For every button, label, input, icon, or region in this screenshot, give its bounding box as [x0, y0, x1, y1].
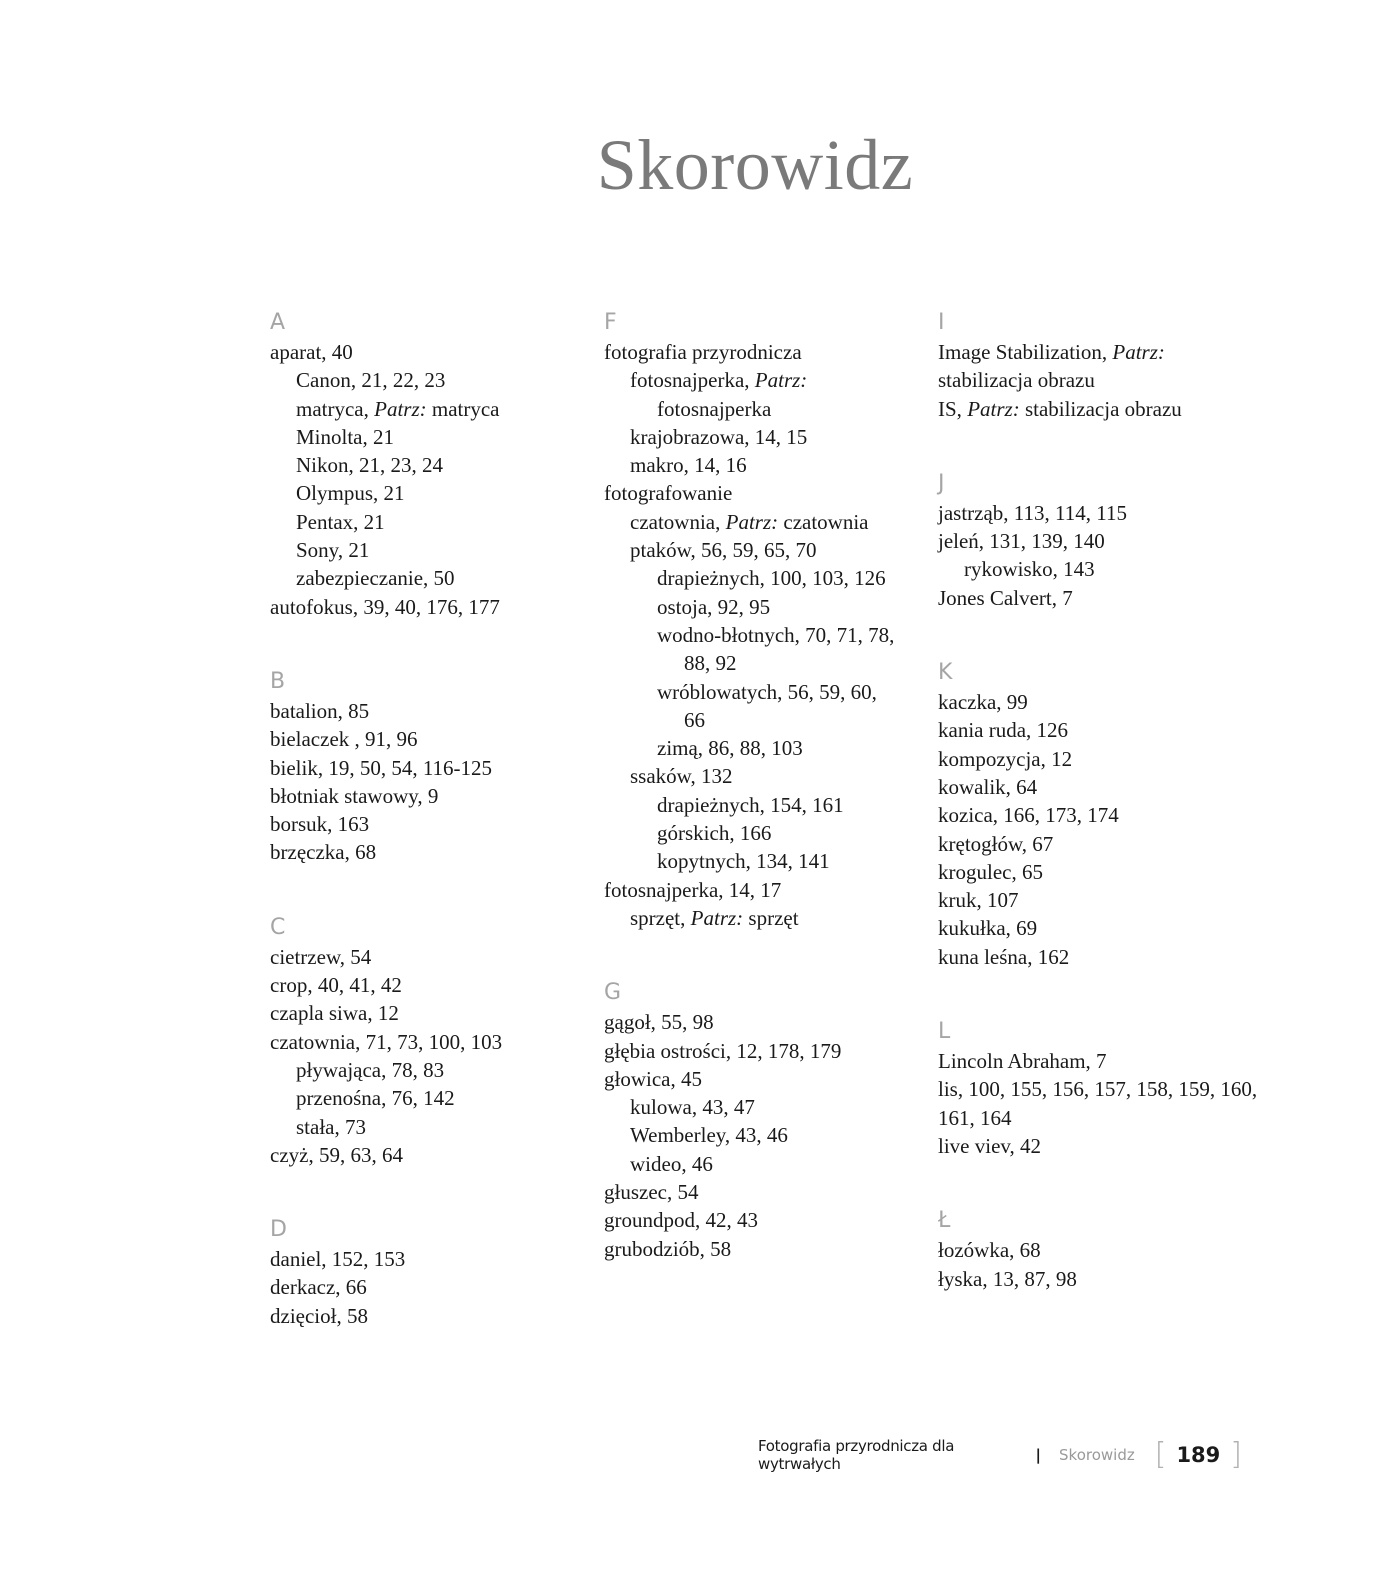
index-column-3: [938, 308, 1258, 1339]
index-entry: [604, 479, 924, 507]
index-subentry: [604, 1121, 924, 1149]
index-subentry: [270, 366, 590, 394]
index-entry: [604, 876, 924, 904]
entry-text: drapieżnych, 100, 103, 126: [657, 566, 886, 591]
entry-text: makro, 14, 16: [630, 453, 747, 478]
index-subentry: [270, 564, 590, 592]
entry-text: bielik, 19, 50, 54, 116-125: [270, 755, 493, 780]
index-subentry: [270, 536, 590, 564]
index-entry: [604, 1008, 924, 1036]
index-subentry: [604, 678, 924, 706]
index-entry: [270, 593, 590, 621]
entry-text: live viev, 42: [938, 1133, 1042, 1158]
index-subentry: [604, 593, 924, 621]
index-entry: [604, 1206, 924, 1234]
entry-text: ssaków, 132: [630, 764, 733, 789]
index-entry: [938, 338, 1258, 366]
index-entry: [604, 338, 924, 366]
index-entry: [938, 830, 1258, 858]
cross-reference-marker: Patrz:: [374, 396, 427, 421]
entry-text: łyska, 13, 87, 98: [938, 1266, 1077, 1291]
index-entry: [270, 754, 590, 782]
section-letter: K: [938, 660, 953, 686]
index-section: [604, 308, 924, 932]
entry-text: sprzęt,: [630, 905, 691, 930]
entry-text: 88, 92: [684, 651, 737, 676]
index-entry: [938, 886, 1258, 914]
section-letter: B: [270, 668, 286, 694]
entry-text: groundpod, 42, 43: [604, 1208, 758, 1233]
index-entry: [938, 1075, 1258, 1103]
page-number-bracket-open: [: [1154, 1437, 1167, 1472]
index-subentry: [604, 366, 924, 394]
entry-text: błotniak stawowy, 9: [270, 783, 439, 808]
entry-text: Jones Calvert, 7: [938, 585, 1073, 610]
index-section: [938, 658, 1258, 971]
entry-text: aparat, 40: [270, 340, 353, 364]
index-column-2: [604, 308, 924, 1309]
index-entry: [270, 810, 590, 838]
entry-text: głuszec, 54: [604, 1180, 699, 1205]
entry-text: rykowisko, 143: [964, 557, 1095, 582]
footer-book-title: Fotografia przyrodnicza dla wytrwałych: [758, 1437, 955, 1473]
entry-text: fotografowanie: [604, 481, 733, 506]
entry-text: ptaków, 56, 59, 65, 70: [630, 538, 817, 563]
section-letter: G: [604, 980, 622, 1006]
index-entry: [270, 338, 590, 366]
index-subentry: [604, 1150, 924, 1178]
index-subentry: [604, 819, 924, 847]
index-entry: [938, 527, 1258, 555]
entry-text: stabilizacja obrazu: [938, 368, 1095, 393]
entry-text: krętogłów, 67: [938, 831, 1054, 856]
entry-text: głowica, 45: [604, 1066, 702, 1091]
entry-text: Pentax, 21: [296, 509, 385, 534]
entry-text: kopytnych, 134, 141: [657, 849, 830, 874]
index-entry: [938, 499, 1258, 527]
entry-text: zimą, 86, 88, 103: [657, 736, 803, 761]
entry-text: Sony, 21: [296, 538, 370, 563]
index-subentry: [604, 564, 924, 592]
index-entry: [938, 1236, 1258, 1264]
footer-chapter-name: Skorowidz: [1059, 1446, 1135, 1464]
index-subentry: [270, 395, 590, 423]
index-section: [938, 308, 1258, 423]
index-subentry: [604, 1093, 924, 1121]
index-entry: [938, 914, 1258, 942]
section-letter: J: [938, 470, 945, 496]
entry-text: ostoja, 92, 95: [657, 594, 771, 619]
section-letter: I: [938, 310, 945, 335]
index-entry: [270, 1245, 590, 1273]
entry-text: zabezpieczanie, 50: [296, 566, 455, 591]
entry-text: kaczka, 99: [938, 690, 1028, 715]
index-subentry: [604, 649, 924, 677]
index-subentry: [938, 555, 1258, 583]
index-entry: [938, 745, 1258, 773]
entry-text: daniel, 152, 153: [270, 1247, 406, 1272]
cross-reference-marker: Patrz:: [754, 368, 808, 393]
index-subentry: [604, 904, 924, 932]
index-entry: [604, 1235, 924, 1263]
entry-text: jastrząb, 113, 114, 115: [938, 500, 1127, 525]
entry-text: krajobrazowa, 14, 15: [630, 424, 808, 449]
index-entry: [938, 688, 1258, 716]
section-letter: D: [270, 1217, 287, 1243]
index-section: [270, 913, 590, 1169]
entry-text: kania ruda, 126: [938, 718, 1069, 743]
index-entry: [938, 773, 1258, 801]
entry-text: fotosnajperka,: [630, 368, 755, 393]
index-subentry: [604, 791, 924, 819]
index-entry: [938, 395, 1258, 423]
index-entry: [938, 858, 1258, 886]
entry-text: IS,: [938, 396, 968, 421]
index-entry: [270, 1141, 590, 1169]
entry-text: drapieżnych, 154, 161: [657, 792, 844, 817]
index-subentry: [270, 1084, 590, 1112]
section-letter: F: [604, 310, 617, 335]
index-subentry: [270, 479, 590, 507]
entry-text: czyż, 59, 63, 64: [270, 1142, 403, 1167]
entry-text: kozica, 166, 173, 174: [938, 803, 1119, 828]
index-subentry: [604, 395, 924, 423]
entry-text: górskich, 166: [657, 821, 772, 846]
index-entry: [604, 1065, 924, 1093]
cross-reference-marker: Patrz:: [690, 905, 744, 930]
cross-reference-target: stabilizacja obrazu: [1019, 396, 1182, 421]
entry-text: pływająca, 78, 83: [296, 1057, 445, 1082]
cross-reference-marker: Patrz:: [725, 509, 779, 534]
index-entry: [938, 1104, 1258, 1132]
cross-reference-marker: Patrz:: [967, 396, 1020, 421]
entry-text: 161, 164: [938, 1105, 1012, 1130]
entry-text: 66: [684, 707, 705, 732]
index-entry: [938, 1132, 1258, 1160]
entry-text: kowalik, 64: [938, 774, 1038, 799]
index-section: [270, 1215, 590, 1330]
entry-text: wróblowatych, 56, 59, 60,: [657, 679, 877, 704]
index-subentry: [604, 734, 924, 762]
entry-text: bielaczek , 91, 96: [270, 727, 418, 752]
index-subentry: [604, 847, 924, 875]
index-entry: [270, 697, 590, 725]
entry-text: kukułka, 69: [938, 916, 1038, 941]
page-footer: [758, 1437, 1242, 1473]
cross-reference-marker: Patrz:: [1112, 340, 1165, 364]
entry-text: gągoł, 55, 98: [604, 1010, 714, 1035]
index-subentry: [604, 451, 924, 479]
entry-text: fotografia przyrodnicza: [604, 340, 802, 364]
page-number-bracket-close: ]: [1230, 1437, 1242, 1472]
entry-text: batalion, 85: [270, 698, 370, 723]
entry-text: cietrzew, 54: [270, 944, 372, 969]
index-subentry: [604, 536, 924, 564]
index-section: [938, 469, 1258, 612]
index-entry: [270, 1302, 590, 1330]
entry-text: jeleń, 131, 139, 140: [938, 529, 1105, 554]
index-section: [604, 978, 924, 1263]
section-letter: L: [938, 1019, 951, 1045]
entry-text: czapla siwa, 12: [270, 1001, 399, 1026]
entry-text: kulowa, 43, 47: [630, 1095, 755, 1120]
index-subentry: [604, 762, 924, 790]
index-entry: [938, 801, 1258, 829]
entry-text: Minolta, 21: [296, 424, 394, 449]
entry-text: matryca,: [296, 396, 375, 421]
entry-text: fotosnajperka, 14, 17: [604, 877, 782, 902]
index-subentry: [604, 508, 924, 536]
entry-text: przenośna, 76, 142: [296, 1086, 455, 1111]
entry-text: Nikon, 21, 23, 24: [296, 453, 443, 478]
index-subentry: [270, 423, 590, 451]
entry-text: stała, 73: [296, 1114, 366, 1139]
cross-reference-target: sprzęt: [743, 905, 799, 930]
page-number: 189: [1176, 1443, 1221, 1467]
entry-text: kuna leśna, 162: [938, 944, 1070, 969]
index-subentry: [270, 508, 590, 536]
index-subentry: [604, 706, 924, 734]
index-entry: [270, 782, 590, 810]
entry-text: fotosnajperka: [657, 396, 772, 421]
index-subentry: [270, 1056, 590, 1084]
index-subentry: [604, 621, 924, 649]
index-entry: [270, 971, 590, 999]
entry-text: Lincoln Abraham, 7: [938, 1049, 1107, 1074]
index-entry: [270, 1273, 590, 1301]
index-section: [938, 1206, 1258, 1293]
index-entry: [604, 1178, 924, 1206]
index-entry: [938, 943, 1258, 971]
entry-text: lis, 100, 155, 156, 157, 158, 159, 160,: [938, 1077, 1258, 1102]
index-subentry: [270, 1113, 590, 1141]
index-entry: [270, 1028, 590, 1056]
entry-text: kompozycja, 12: [938, 746, 1073, 771]
index-entry: [938, 1047, 1258, 1075]
index-column-1: [270, 308, 590, 1376]
entry-text: Wemberley, 43, 46: [630, 1123, 788, 1148]
index-section: [270, 667, 590, 867]
entry-text: Olympus, 21: [296, 481, 405, 506]
index-entry: [938, 1265, 1258, 1293]
entry-text: autofokus, 39, 40, 176, 177: [270, 594, 500, 619]
index-section: [270, 308, 590, 621]
entry-text: borsuk, 163: [270, 812, 370, 837]
entry-text: grubodziób, 58: [604, 1236, 732, 1261]
section-letter: C: [270, 914, 286, 940]
index-entry: [270, 943, 590, 971]
entry-text: czatownia, 71, 73, 100, 103: [270, 1029, 503, 1054]
index-entry: [938, 584, 1258, 612]
index-entry: [270, 725, 590, 753]
index-subentry: [604, 423, 924, 451]
footer-separator: |: [1035, 1446, 1042, 1464]
page-title: Skorowidz: [596, 125, 914, 205]
index-entry: [270, 999, 590, 1027]
entry-text: głębia ostrości, 12, 178, 179: [604, 1038, 842, 1063]
cross-reference-target: czatownia: [778, 509, 869, 534]
entry-text: wodno-błotnych, 70, 71, 78,: [657, 622, 895, 647]
entry-text: łozówka, 68: [938, 1238, 1041, 1263]
index-entry: [604, 1037, 924, 1065]
cross-reference-target: matryca: [426, 396, 500, 421]
entry-text: Image Stabilization,: [938, 340, 1113, 364]
index-section: [938, 1017, 1258, 1160]
entry-text: derkacz, 66: [270, 1275, 367, 1300]
index-subentry: [270, 451, 590, 479]
entry-text: brzęczka, 68: [270, 840, 377, 865]
section-letter: A: [270, 310, 286, 335]
index-entry: [270, 838, 590, 866]
entry-text: czatownia,: [630, 509, 726, 534]
section-letter: Ł: [938, 1208, 951, 1234]
entry-text: kruk, 107: [938, 888, 1019, 913]
entry-text: crop, 40, 41, 42: [270, 973, 402, 998]
entry-text: krogulec, 65: [938, 859, 1043, 884]
index-entry: [938, 366, 1258, 394]
entry-text: wideo, 46: [630, 1151, 713, 1176]
index-entry: [938, 716, 1258, 744]
entry-text: Canon, 21, 22, 23: [296, 368, 446, 393]
entry-text: dzięcioł, 58: [270, 1303, 368, 1328]
